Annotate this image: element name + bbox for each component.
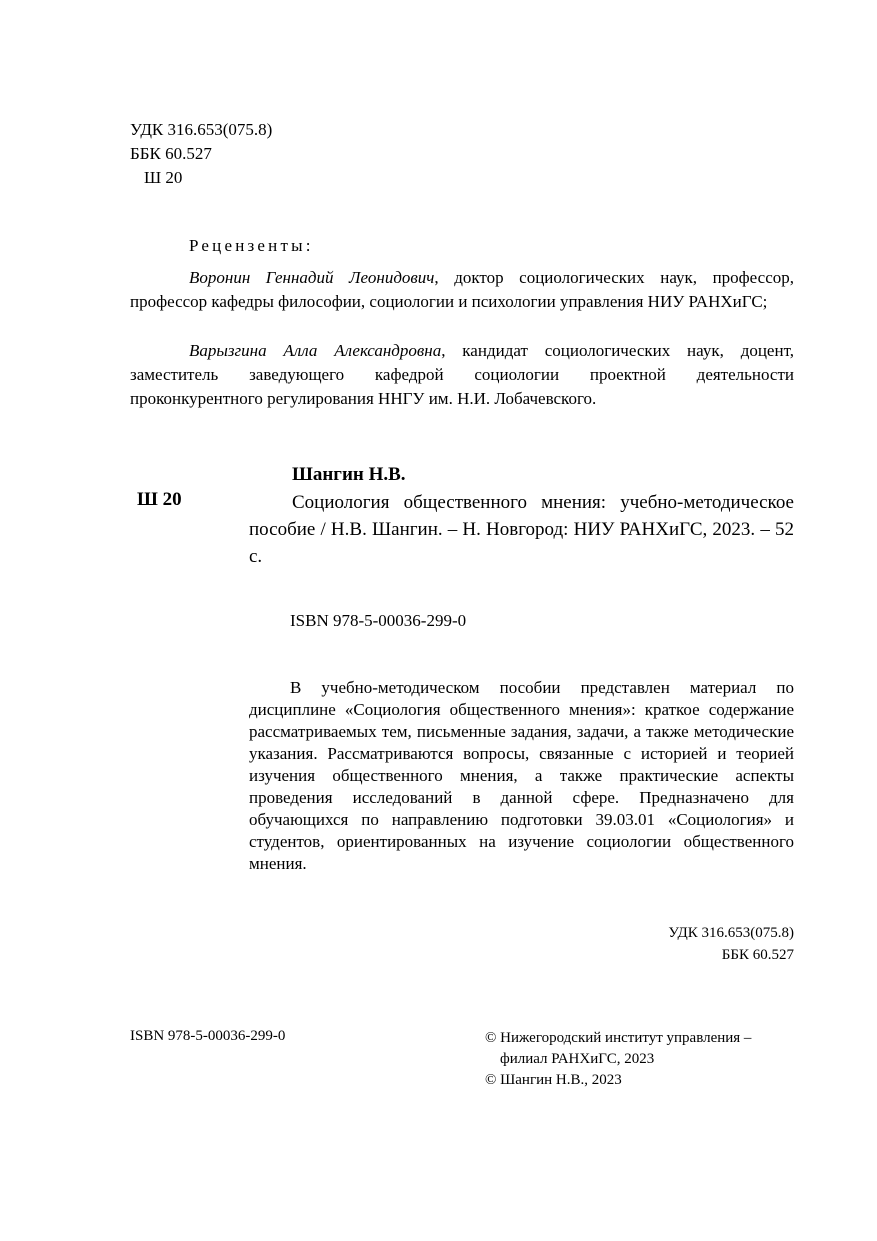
reviewer-entry [130, 339, 794, 411]
copyright-author: © Шангин Н.В., 2023 [485, 1072, 622, 1088]
author-sign: Ш 20 [144, 168, 183, 187]
udk-code: УДК 316.653(075.8) [130, 120, 273, 139]
bottom-udk: УДК 316.653(075.8) [668, 925, 794, 941]
reviewers-heading: Рецензенты: [189, 236, 314, 255]
copyright-block [485, 1028, 751, 1091]
bottom-bbk: ББК 60.527 [721, 947, 794, 963]
annotation-text: В учебно-методическом пособии представлен материал по дисциплине «Социология общественного мнения»: краткое содержание рассматриваемых тем, письменные задания, задачи, а также методические указания. Рассматриваются вопросы, связанные с историей и теорией изучения общественного мнения, а также практические аспекты проведения исследований в данной сфере. Предназначено для обучающихся по направлению подготовки 39.03.01 «Социология» и студентов, ориентированных на изучение социологии общественного мнения. [249, 678, 794, 873]
bottom-classification [668, 922, 794, 966]
catalog-author-sign: Ш 20 [137, 489, 182, 510]
catalog-description [249, 489, 794, 570]
reviewer-details: , кандидат социологических наук, доцент, заместитель заведующего кафедрой социологии проектной деятельности проконкурентного регулирования ННГУ им. Н.И. Лобачевского. [130, 341, 794, 408]
copyright-institution-cont: филиал РАНХиГС, 2023 [500, 1051, 655, 1067]
reviewer-name: Воронин Геннадий Леонидович [189, 268, 435, 287]
reviewer-details: , доктор социологических наук, профессор, профессор кафедры философии, социологии и психологии управления НИУ РАНХиГС; [130, 268, 794, 311]
isbn: ISBN 978-5-00036-299-0 [290, 611, 467, 630]
catalog-description-text: Социология общественного мнения: учебно-методическое пособие / Н.В. Шангин. – Н. Новгород: НИУ РАНХиГС, 2023. – 52 с. [249, 492, 794, 567]
footer-isbn: ISBN 978-5-00036-299-0 [130, 1028, 286, 1044]
copyright-institution: © Нижегородский институт управления – [485, 1030, 752, 1046]
reviewer-name: Варызгина Алла Александровна [189, 341, 442, 360]
bbk-code: ББК 60.527 [130, 144, 212, 163]
catalog-author: Шангин Н.В. [292, 464, 406, 485]
classification-block [130, 118, 272, 190]
annotation [249, 677, 794, 875]
reviewer-entry [130, 266, 794, 314]
